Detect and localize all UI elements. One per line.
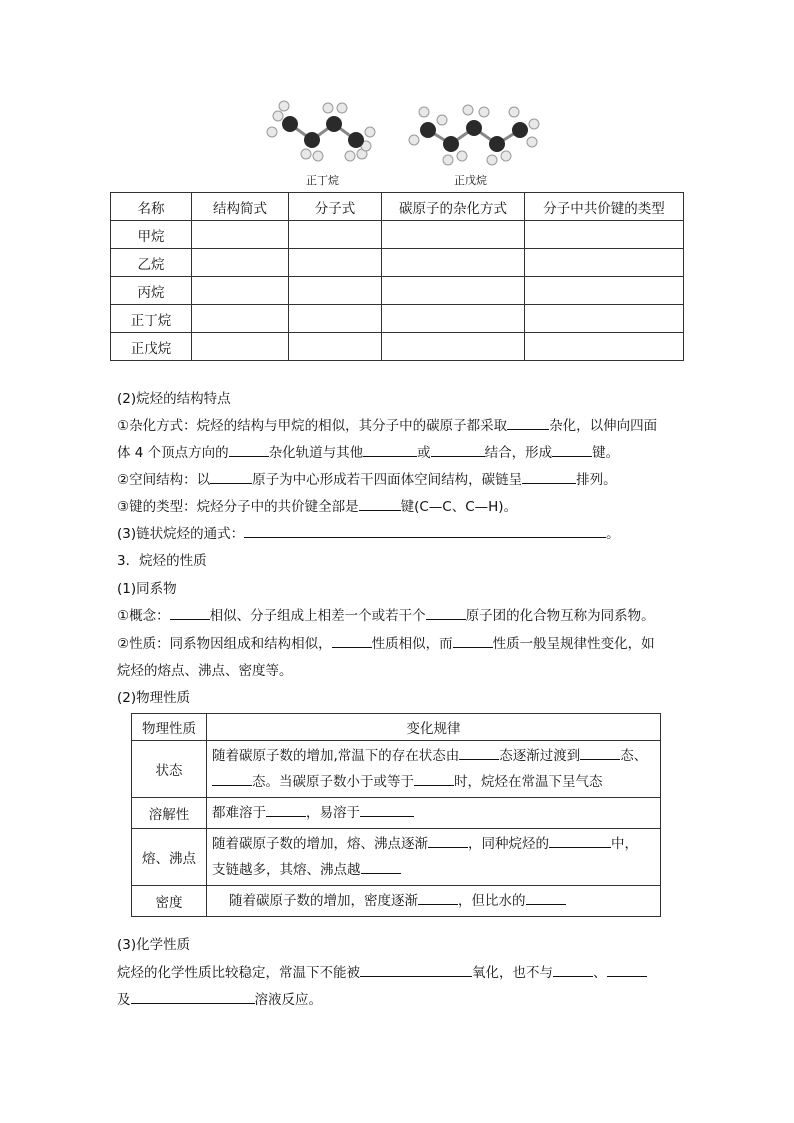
fill-blank[interactable] — [170, 607, 210, 620]
text-line: (3)链状烷烃的通式： 。 — [117, 526, 620, 542]
fill-blank[interactable] — [418, 892, 458, 905]
fill-blank[interactable] — [431, 444, 485, 457]
table-row — [111, 277, 684, 305]
row-content: 随着碳原子数的增加，熔、沸点逐渐 ，同种烷烃的 中， 支链越多，其熔、沸点越 — [207, 829, 661, 886]
fill-blank[interactable] — [580, 747, 620, 760]
fill-blank[interactable] — [607, 964, 647, 977]
answer-cell[interactable] — [525, 305, 684, 333]
answer-cell[interactable] — [289, 249, 382, 277]
answer-cell[interactable] — [192, 277, 289, 305]
header-cell: 名称 — [111, 193, 192, 221]
answer-cell[interactable] — [192, 305, 289, 333]
fill-blank[interactable] — [131, 991, 255, 1004]
answer-cell[interactable] — [192, 249, 289, 277]
answer-cell[interactable] — [525, 333, 684, 361]
fill-blank[interactable] — [210, 471, 252, 484]
fill-blank[interactable] — [459, 747, 499, 760]
butane-caption: 正丁烷 — [306, 174, 339, 187]
pentane-caption: 正戊烷 — [454, 174, 487, 187]
header-cell: 碳原子的杂化方式 — [382, 193, 525, 221]
fill-blank[interactable] — [414, 773, 454, 786]
table-header-row — [132, 714, 661, 741]
fill-blank[interactable] — [360, 964, 472, 977]
text-line: ①杂化方式：烷烃的结构与甲烷的相似，其分子中的碳原子都采取 杂化，以伸向四面 — [117, 418, 658, 434]
row-content: 随着碳原子数的增加,常温下的存在状态由 态逐渐过渡到 态、 态。当碳原子数小于或等于 时，烷烃在常温下呈气态 — [207, 741, 661, 798]
pentane-model-image — [406, 100, 542, 166]
answer-cell[interactable] — [382, 333, 525, 361]
fill-blank[interactable] — [359, 498, 401, 511]
row-label: 状态 — [132, 741, 207, 798]
text-line: ②空间结构：以 原子为中心形成若干四面体空间结构，碳链呈 排列。 — [117, 472, 617, 488]
fill-blank[interactable] — [360, 804, 414, 817]
row-label: 乙烷 — [111, 249, 192, 277]
header-cell: 分子式 — [289, 193, 382, 221]
table-header-row — [111, 193, 684, 221]
answer-cell[interactable] — [525, 277, 684, 305]
header-cell: 结构简式 — [192, 193, 289, 221]
header-cell: 变化规律 — [207, 714, 661, 741]
answer-cell[interactable] — [289, 277, 382, 305]
answer-cell[interactable] — [525, 249, 684, 277]
fill-blank[interactable] — [244, 525, 606, 538]
answer-cell[interactable] — [289, 305, 382, 333]
fill-blank[interactable] — [522, 471, 576, 484]
row-label: 正戊烷 — [111, 333, 192, 361]
answer-cell[interactable] — [192, 221, 289, 249]
fill-blank[interactable] — [453, 635, 493, 648]
text-line: 体 4 个顶点方向的 杂化轨道与其他 或 结合，形成 键。 — [117, 445, 620, 461]
fill-blank[interactable] — [553, 964, 593, 977]
table-row — [111, 333, 684, 361]
subsection-heading: (2)物理性质 — [117, 690, 191, 706]
table-row — [111, 221, 684, 249]
fill-blank[interactable] — [361, 861, 401, 874]
subsection-heading: (3)化学性质 — [117, 937, 191, 953]
answer-cell[interactable] — [382, 305, 525, 333]
table-row — [132, 886, 661, 917]
subsection-heading: (1)同系物 — [117, 581, 177, 597]
fill-blank[interactable] — [507, 417, 549, 430]
answer-cell[interactable] — [382, 277, 525, 305]
row-label: 甲烷 — [111, 221, 192, 249]
answer-cell[interactable] — [192, 333, 289, 361]
answer-cell[interactable] — [382, 221, 525, 249]
section-heading: 3．烷烃的性质 — [117, 553, 207, 569]
table-row — [132, 741, 661, 798]
text-line: ②性质：同系物因组成和结构相似， 性质相似，而 性质一般呈规律性变化，如 — [117, 636, 655, 652]
table-row — [111, 249, 684, 277]
table-row — [132, 829, 661, 886]
row-label: 溶解性 — [132, 798, 207, 829]
table-row — [111, 305, 684, 333]
row-content: 随着碳原子数的增加，密度逐渐 ，但比水的 — [207, 886, 661, 917]
answer-cell[interactable] — [289, 333, 382, 361]
table-row — [132, 798, 661, 829]
fill-blank[interactable] — [426, 607, 466, 620]
answer-cell[interactable] — [382, 249, 525, 277]
fill-blank[interactable] — [526, 892, 566, 905]
section-heading: (2)烷烃的结构特点 — [117, 391, 231, 407]
text-line: 及 溶液反应。 — [117, 992, 322, 1008]
row-label: 熔、沸点 — [132, 829, 207, 886]
row-label: 丙烷 — [111, 277, 192, 305]
fill-blank[interactable] — [552, 444, 592, 457]
text-line: 烷烃的化学性质比较稳定，常温下不能被 氧化，也不与 、 — [117, 961, 647, 981]
text-line: ③键的类型：烷烃分子中的共价键全部是 键(C—C、C—H)。 — [117, 499, 518, 515]
fill-blank[interactable] — [212, 773, 252, 786]
row-label: 密度 — [132, 886, 207, 917]
fill-blank[interactable] — [332, 635, 372, 648]
butane-model-image — [262, 98, 382, 168]
alkane-structure-table — [110, 192, 684, 361]
text-line: ①概念： 相似、分子组成上相差一个或若干个 原子团的化合物互称为同系物。 — [117, 608, 655, 624]
row-content: 都难溶于 ，易溶于 — [207, 798, 661, 829]
header-cell: 物理性质 — [132, 714, 207, 741]
fill-blank[interactable] — [428, 835, 468, 848]
fill-blank[interactable] — [266, 804, 306, 817]
physical-properties-table — [131, 713, 661, 917]
text-line: 烷烃的熔点、沸点、密度等。 — [117, 663, 293, 679]
header-cell: 分子中共价键的类型 — [525, 193, 684, 221]
answer-cell[interactable] — [289, 221, 382, 249]
fill-blank[interactable] — [363, 444, 417, 457]
fill-blank[interactable] — [229, 444, 269, 457]
row-label: 正丁烷 — [111, 305, 192, 333]
answer-cell[interactable] — [525, 221, 684, 249]
fill-blank[interactable] — [549, 835, 611, 848]
